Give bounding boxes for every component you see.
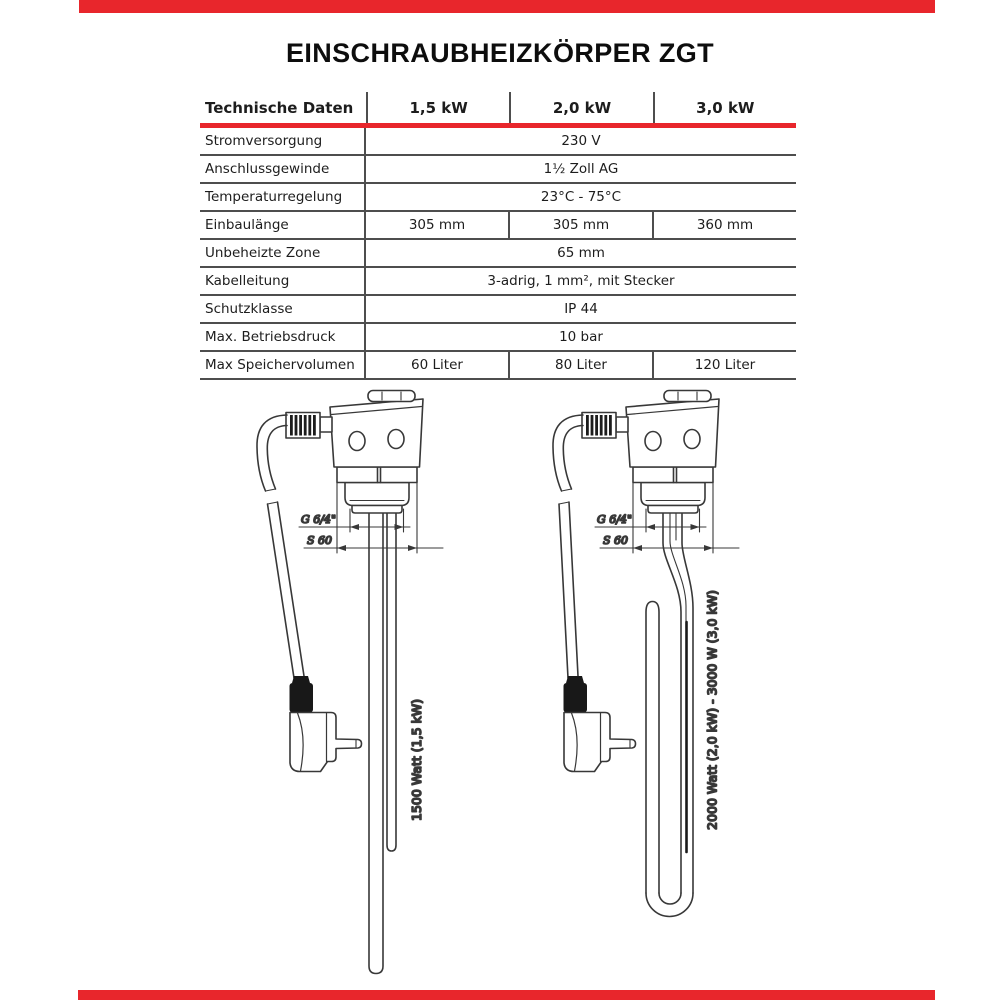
row-label: Anschlussgewinde (200, 156, 366, 182)
dimension-hex-label: S 60 (307, 534, 333, 547)
thermostat-head (286, 391, 443, 554)
row-value-1-5kw: 305 mm (408, 217, 466, 233)
column-header-technische-daten: Technische Daten (205, 98, 354, 117)
row-label: Stromversorgung (200, 128, 366, 154)
row-value: 65 mm (557, 245, 605, 261)
power-rating-label-left: 1500 Watt (1,5 kW) (409, 699, 424, 821)
row-label: Schutzklasse (200, 296, 366, 322)
column-header-2-0kw: 2,0 kW (509, 92, 652, 123)
row-label: Temperaturregelung (200, 184, 366, 210)
dimension-thread-label: G 6/4" (301, 513, 337, 526)
row-value: 1½ Zoll AG (543, 161, 619, 177)
column-header-3-0kw: 3,0 kW (653, 92, 796, 123)
sensor-tube (387, 510, 396, 851)
row-value: 3-adrig, 1 mm², mit Stecker (487, 273, 675, 289)
row-label: Einbaulänge (200, 212, 366, 238)
row-label: Kabelleitung (200, 268, 366, 294)
bottom-red-bar (78, 990, 935, 1000)
power-rating-label-right: 2000 Watt (2,0 kW) - 3000 W (3,0 kW) (704, 590, 720, 830)
row-value-1-5kw: 60 Liter (411, 357, 463, 373)
row-value: 230 V (561, 133, 601, 149)
column-header-1-5kw: 1,5 kW (366, 92, 509, 123)
heating-element-hairpin-drawing (553, 391, 739, 917)
schuko-plug-right (564, 676, 636, 772)
row-label: Max. Betriebsdruck (200, 324, 366, 350)
hairpin-heating-tube (646, 510, 693, 917)
row-label: Unbeheizte Zone (200, 240, 366, 266)
thermostat-knob (368, 391, 415, 402)
row-value-3-0kw: 120 Liter (652, 352, 796, 378)
row-value: IP 44 (564, 301, 598, 317)
row-label: Max Speichervolumen (200, 352, 366, 378)
power-cord (257, 415, 304, 678)
cable-gland (286, 413, 332, 439)
thermostat-head-right (582, 391, 739, 554)
schuko-plug (290, 676, 362, 772)
power-cord-right (553, 415, 583, 678)
dimension-thread-label-right: G 6/4" (597, 513, 633, 526)
heating-rod (369, 510, 396, 974)
heating-element-straight-drawing (257, 391, 443, 974)
row-value-3-0kw: 360 mm (652, 212, 796, 238)
page-title: EINSCHRAUBHEIZKÖRPER ZGT (285, 38, 715, 68)
row-value-2-0kw: 80 Liter (508, 352, 652, 378)
row-value: 23°C - 75°C (540, 189, 622, 205)
row-value: 10 bar (559, 329, 603, 345)
row-value-2-0kw: 305 mm (508, 212, 652, 238)
dimension-hex-label-right: S 60 (603, 534, 629, 547)
